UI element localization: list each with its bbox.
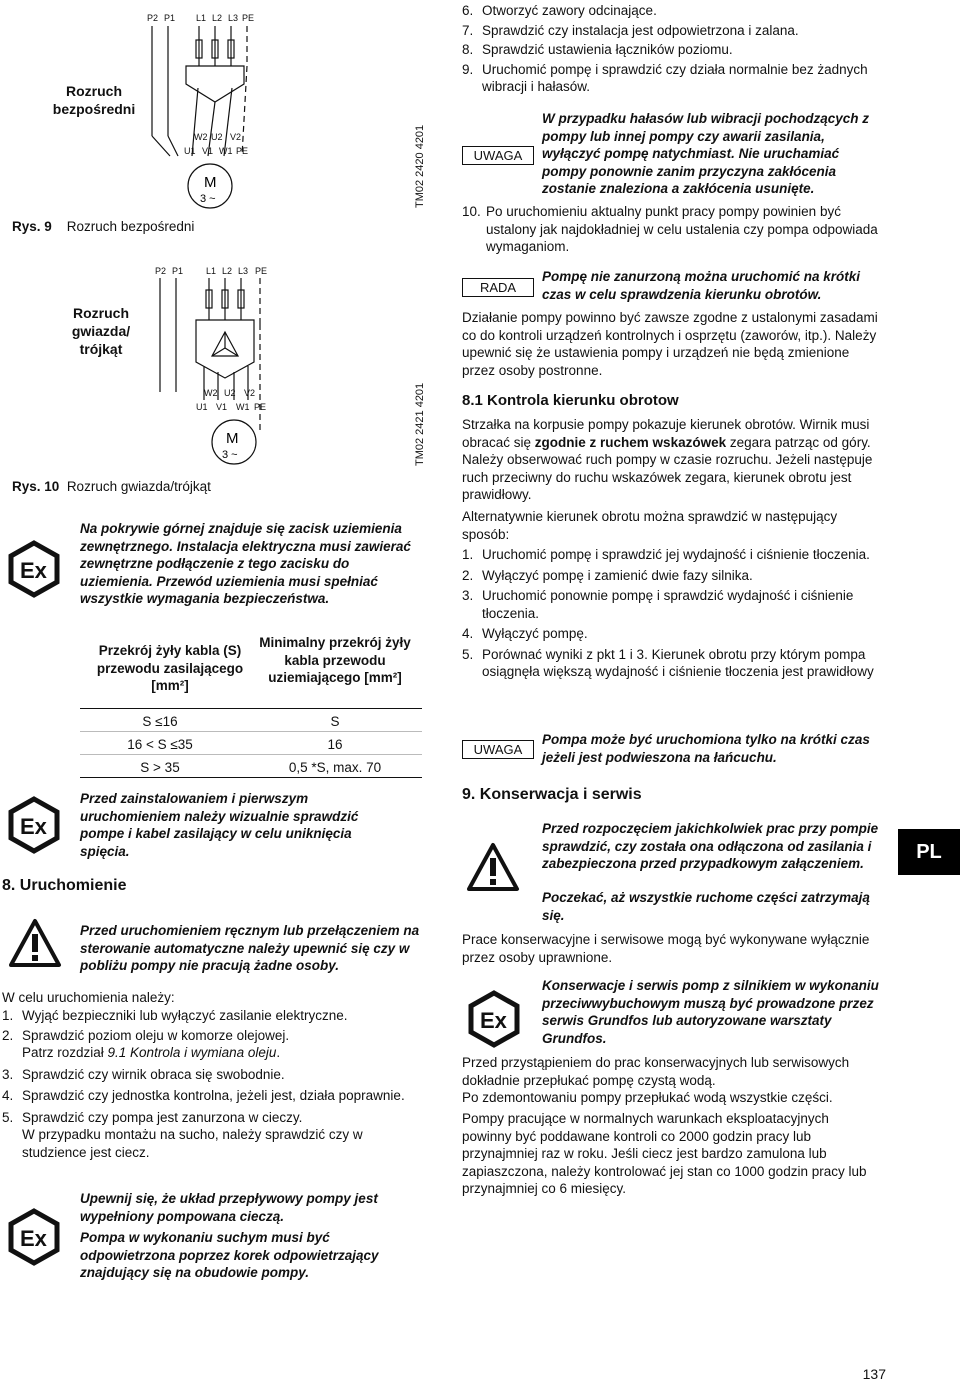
uwaga-note-noise: W przypadku hałasów lub wibracji pochodzących z pompy lub innej pompy czy awarii zasilania, wyłączyć pompę natychmiast. Nie uruchamiać pompy ponownie zanim przyczyna zakłócenia zostanie znaleziona a zakłócenia usunięte. [542,111,870,196]
startup-step-6: 6. Otworzyć zawory odcinające. [462,3,657,18]
paragraph-inspection-interval: Pompy pracujące w normalnych warunkach eksploatacyjnych powinny być poddawane kontroli co 2000 godzin pracy lub przynajmniej raz w roku. Jeśli ciecz jest bardzo zamulona lub zapiaszczona, należy kontrolować jej stan co 1000 godzin pracy lub przynajmniej co 6 miesięcy. [462,1111,867,1196]
fig10-wiring-diagram [138,262,288,467]
fig10-label-pe2: PE [254,402,267,412]
startup-step-10: 10. Po uruchomieniu aktualny punkt pracy pompy powinien być ustalony jak najdokładniej w celu ustalenia czy pompa odpowiada wymaganiom. [462,204,878,254]
ex-hexagon-icon [466,990,522,1048]
s81-steps-list [462,546,882,681]
uwaga-tag: UWAGA [462,146,534,165]
language-tab: PL [898,829,960,875]
fig9-motor-label: M [204,174,217,191]
startup-step-2: 2. Sprawdzić poziom oleju w komorze olejowej. Patrz rozdział 9.1 Kontrola i wymiana oleju. [2,1027,290,1060]
s81-step-5: 5. Porównać wyniki z pkt 1 i 3. Kierunek obrotu przy którym pompa osiągnęła większą wydajność i ciśnienie tłoczenia jest prawidłowy [462,646,874,679]
fig10-caption-num: Rys. 10 [12,479,60,494]
fig10-label-u2: U2 [224,388,236,398]
fig9-label-l1: L1 [196,13,207,23]
fig10-label-p2: P2 [155,266,167,276]
fig10-phase-label: 3 ~ [222,449,238,461]
table-col2-header: Minimalny przekrój żyły kabla przewodu uziemiającego [mm²] [259,635,411,685]
table-row-rule-2 [80,754,422,755]
svg-text:Ex: Ex [480,1008,507,1033]
paragraph-flush: Przed przystąpieniem do prac konserwacyjnych lub serwisowych dokładnie przepłukać pompę czystą wodą. [462,1055,850,1088]
startup-steps-list [2,1007,422,1161]
startup-step-3: 3. Sprawdzić czy wirnik obraca się swobodnie. [2,1066,285,1082]
startup-step-7: 7. Sprawdzić czy instalacja jest odpowietrzona i zalana. [462,22,799,38]
table-bottom-rule [80,777,422,778]
startup-step-5: 5. Sprawdzić czy pompa jest zanurzona w cieczy. W przypadku montażu na sucho, należy sprawdzić czy w studzience jest ciecz. [2,1109,363,1160]
s81-step-2: 2. Wyłączyć pompę i zamienić dwie fazy silnika. [462,567,753,583]
startup-intro: W celu uruchomienia należy: [2,990,175,1005]
uwaga-tag: UWAGA [462,740,534,759]
fig9-wiring-diagram [130,6,280,211]
section-9-title: 9. Konserwacja i serwis [462,786,642,803]
startup-step-9: 9. Uruchomić pompę i sprawdzić czy działa normalnie bez żadnych wibracji i hałasów. [462,61,868,94]
fig10-label-w1: W1 [236,402,250,412]
fig9-caption [12,218,194,236]
fig10-label-p1: P1 [172,266,184,276]
fig9-code: TM02 2420 4201 [414,124,426,208]
uwaga-note-chain: Pompa może być uruchomiona tylko na krótki czas jeżeli jest podwieszona na łańcuchu. [542,732,870,765]
fig10-label-v1: V1 [216,402,228,412]
fig9-label-u1: U1 [184,146,196,156]
fig10-label-l3: L3 [238,266,249,276]
section-8-title: 8. Uruchomienie [2,877,127,894]
rada-note-short-run: Pompę nie zanurzoną można uruchomić na krótki czas w celu sprawdzenia kierunku obrotów. [542,269,861,302]
fig9-label-pe2: PE [236,146,249,156]
table-row-1-col1: S ≤16 [142,714,178,729]
table-row-1-col2: S [330,714,340,729]
startup-step-4: 4. Sprawdzić czy jednostka kontrolna, jeżeli jest, działa poprawnie. [2,1088,405,1103]
table-row-2-col2: 16 [327,737,343,752]
ex-hexagon-icon [6,540,62,598]
fig9-side-title: Rozruch bezpośredni [52,83,136,117]
table-row-3-col1: S > 35 [140,760,180,775]
ex-hexagon-icon [6,1208,62,1266]
warning-note-wait: Poczekać, aż wszystkie ruchome części zatrzymają się. [542,890,870,923]
s81-step-1: 1. Uruchomić pompę i sprawdzić jej wydajność i ciśnienie tłoczenia. [462,547,870,562]
startup-step-1: 1. Wyjąć bezpieczniki lub wyłączyć zasilanie elektryczne. [2,1008,348,1023]
warning-triangle-icon [466,842,520,892]
fig10-label-l2: L2 [222,266,233,276]
table-row-rule-1 [80,731,422,732]
ex-note-fill-system: Upewnij się, że układ przepływowy pompy jest wypełniony pompowana cieczą. [80,1191,378,1224]
fig10-motor-label: M [226,430,239,447]
fig9-label-w2: W2 [194,132,208,142]
fig9-label-p2: P2 [147,13,159,23]
fig10-label-u1: U1 [196,402,208,412]
fig10-caption [12,478,211,496]
ex-note-grounding: Na pokrywie górnej znajduje się zacisk uziemienia zewnętrznego. Instalacja elektryczna musi zawierać zewnętrzne podłączenie z tego zacisku do uziemienia. Przewód uziemienia musi spełniać wszystkie wymagania bezpieczeństwa. [80,521,411,606]
ex-hexagon-icon [6,796,62,854]
fig10-caption-text: Rozruch gwiazda/trójkąt [66,479,211,494]
warning-note-disconnect: Przed rozpoczęciem jakichkolwiek prac przy pompie sprawdzić, czy została ona odłączona od zasilania i zabezpieczona przed przypadkowym załączeniem. [542,821,879,871]
s81-step-3: 3. Uruchomić ponownie pompę i sprawdzić wydajność i ciśnienie tłoczenia. [462,588,854,621]
fig9-label-v2: V2 [230,132,242,142]
cross-reference: 9.1 Kontrola i wymiana oleju [107,1045,277,1060]
svg-text:Ex: Ex [20,1226,47,1251]
s81-step-4: 4. Wyłączyć pompę. [462,626,588,641]
fig10-label-v2: V2 [244,388,256,398]
table-header-rule [80,708,422,709]
page-number: 137 [862,1366,886,1382]
fig9-label-p1: P1 [164,13,176,23]
paragraph-disassembly: Po zdemontowaniu pompy przepłukać wodą wszystkie części. [462,1090,833,1105]
warning-triangle-icon [8,918,62,968]
s81-paragraph-1: Strzałka na korpusie pompy pokazuje kierunek obrotów. Wirnik musi obracać się zgodnie z ruchem wskazówek zegara patrząc od góry. Należy obserwować ruch pompy w czasie rozruchu. Jeżeli następuje ruch przeciwny do ruchu wskazówek zegara, kierunek obrotu jest prawidłowy. [462,417,873,502]
fig9-label-w1: W1 [219,146,233,156]
fig9-caption-num: Rys. 9 [12,219,52,234]
startup-step-8: 8. Sprawdzić ustawienia łączników poziomu. [462,42,733,57]
fig9-label-pe: PE [242,13,255,23]
ex-note-inspection: Przed zainstalowaniem i pierwszym uruchomieniem należy wizualnie sprawdzić pompe i kabel zasilający w celu uniknięcia spięcia. [80,791,359,859]
section-8-1-title: 8.1 Kontrola kierunku obrotow [462,392,679,409]
svg-text:Ex: Ex [20,814,47,839]
ex-note-dry-venting: Pompa w wykonaniu suchym musi być odpowietrzona poprzez korek odpowietrzający znajdujący się na obudowie pompy. [80,1230,379,1280]
s81-emphasis: zgodnie z ruchem wskazówek [534,434,727,450]
table-row-2-col1: 16 < S ≤35 [127,737,193,752]
rada-tag: RADA [462,278,534,297]
fig9-label-u2: U2 [211,132,223,142]
warning-note-startup: Przed uruchomieniem ręcznym lub przełączeniem na sterowanie automatyczne należy upewnić się czy w pobliżu pompy nie pracują żadne osoby. [80,923,420,973]
fig10-label-w2: W2 [204,388,218,398]
paragraph-authorized: Prace konserwacyjne i serwisowe mogą być wykonywane wyłącznie przez osoby uprawnione. [462,932,870,965]
table-row-3-col2: 0,5 *S, max. 70 [288,760,382,775]
fig9-label-l2: L2 [212,13,223,23]
paragraph-operation: Działanie pompy powinno być zawsze zgodne z ustalonymi zasadami co do kontroli urządzeń kontrolnych i osprzętu (zaworów, itp.). Należy upewnić się że ustawienia pompy i urządzeń nie będą zmienione przez osoby postronne. [462,310,878,378]
fig9-label-v1: V1 [202,146,214,156]
startup-steps-continued [462,2,882,96]
table-col1-header: Przekrój żyły kabla (S) przewodu zasilającego [mm²] [96,643,244,693]
fig9-caption-text: Rozruch bezpośredni [66,219,195,234]
fig10-side-title: Rozruch gwiazda/ trójkąt [71,305,131,357]
s81-paragraph-2: Alternatywnie kierunek obrotu można sprawdzić w następujący sposób: [462,509,838,542]
fig9-phase-label: 3 ~ [200,193,216,205]
fig10-label-l1: L1 [206,266,217,276]
fig10-code: TM02 2421 4201 [414,382,426,466]
ex-note-service: Konserwacje i serwis pomp z silnikiem w wykonaniu przeciwwybuchowym muszą być prowadzone przez serwis Grundfos lub autoryzowane warsztaty Grundfos. [542,978,879,1046]
fig10-label-pe: PE [255,266,268,276]
svg-text:Ex: Ex [20,558,47,583]
startup-step-10-list [462,203,882,256]
fig9-label-l3: L3 [228,13,239,23]
